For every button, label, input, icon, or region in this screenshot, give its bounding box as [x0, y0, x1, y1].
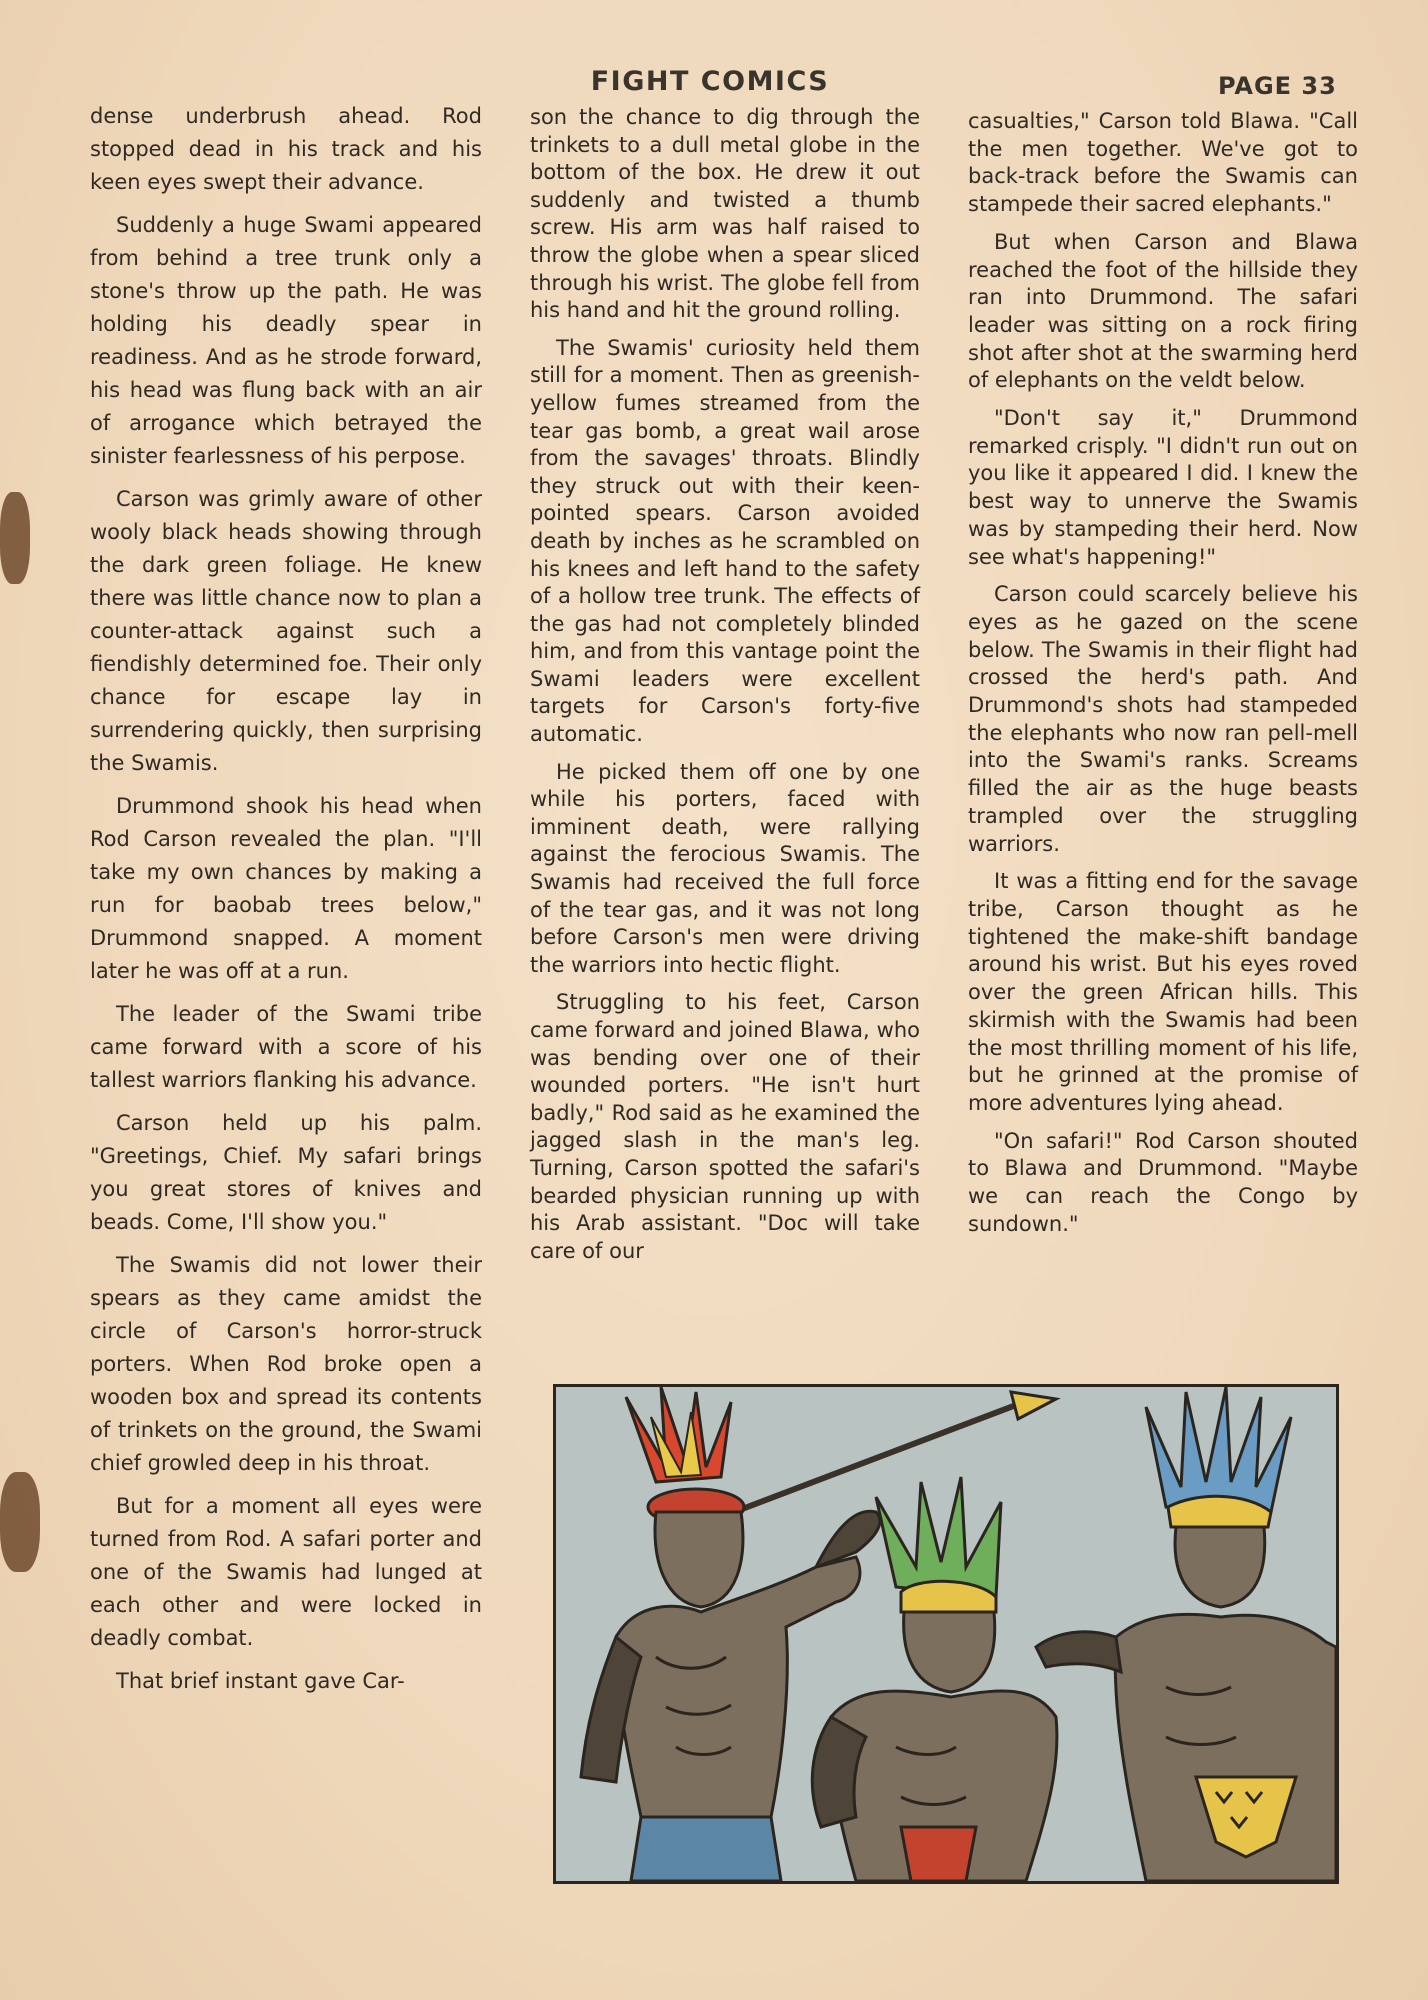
paragraph: Carson held up his palm. "Greetings, Chief. My safari brings you great stores of knives and beads. Come, I'll show you." — [90, 1111, 482, 1234]
paragraph: casualties," Carson told Blawa. "Call the men together. We've got to back-track before the Swamis can stampede their sacred elephants." — [968, 109, 1358, 217]
page-number: PAGE 33 — [1218, 72, 1337, 100]
text-column-2 — [530, 104, 920, 1275]
paragraph: Drummond shook his head when Rod Carson revealed the plan. "I'll take my own chances by making a run for baobab trees below," Drummond snapped. A moment later he was off at a run. — [90, 794, 482, 983]
paragraph: The leader of the Swami tribe came forward with a score of his tallest warriors flanking his advance. — [90, 1002, 482, 1092]
paragraph: The Swamis did not lower their spears as they came amidst the circle of Carson's horror-struck porters. When Rod broke open a wooden box and spread its contents of trinkets on the ground, the Swami chief growled deep in his throat. — [90, 1253, 482, 1475]
page-stain-top — [0, 492, 30, 584]
paragraph: "Don't say it," Drummond remarked crisply. "I didn't run out on you like it appeared I did. I knew the best way to unnerve the Swamis was by stampeding their herd. Now see what's happening!" — [968, 406, 1358, 569]
paragraph: dense underbrush ahead. Rod stopped dead in his track and his keen eyes swept their advance. — [90, 104, 482, 194]
paragraph: That brief instant gave Car- — [116, 1669, 405, 1693]
paragraph: Suddenly a huge Swami appeared from behind a tree trunk only a stone's throw up the path. He was holding his deadly spear in readiness. And as he strode forward, his head was flung back with an air of arrogance which betrayed the sinister fearlessness of his perpose. — [90, 213, 482, 468]
paragraph: Struggling to his feet, Carson came forward and joined Blawa, who was bending over one of their wounded porters. "He isn't hurt badly," Rod said as he examined the jagged slash in the man's leg. Turning, Carson spotted the safari's bearded physician running up with his Arab assistant. "Doc will take care of our — [530, 990, 920, 1263]
illustration-panel — [553, 1384, 1339, 1884]
paragraph: The Swamis' curiosity held them still for a moment. Then as greenish-yellow fumes streamed from the tear gas bomb, a great wail arose from the savages' throats. Blindly they struck out with their keen-pointed spears. Carson avoided death by inches as he scrambled on his knees and left hand to the safety of a hollow tree trunk. The effects of the gas had not completely blinded him, and from this vantage point the Swami leaders were excellent targets for Carson's forty-five automatic. — [530, 335, 920, 747]
paragraph: But for a moment all eyes were turned from Rod. A safari porter and one of the Swamis had lunged at each other and were locked in deadly combat. — [90, 1494, 482, 1650]
warriors-illustration — [556, 1387, 1336, 1881]
text-column-1 — [90, 100, 482, 1708]
magazine-title: FIGHT COMICS — [590, 66, 830, 97]
page-stain-bottom — [0, 1472, 40, 1572]
paragraph: He picked them off one by one while his porters, faced with imminent death, were rallying against the ferocious Swamis. The Swamis had received the full force of the tear gas, and it was not long before Carson's men were driving the warriors into hectic flight. — [530, 759, 920, 977]
paragraph: Carson could scarcely believe his eyes as he gazed on the scene below. The Swamis in their flight had crossed the herd's path. And Drummond's shots had stampeded the elephants who now ran pell-mell into the Swami's ranks. Screams filled the air as the huge beasts trampled over the struggling warriors. — [968, 582, 1358, 856]
paragraph: It was a fitting end for the savage tribe, Carson thought as he tightened the make-shift bandage around his wrist. But his eyes roved over the green African hills. This skirmish with the Swamis had been the most thrilling moment of his life, but he grinned at the promise of more adventures lying ahead. — [968, 869, 1358, 1115]
text-column-3 — [968, 108, 1358, 1248]
paragraph: Carson was grimly aware of other wooly black heads showing through the dark green foliage. He knew there was little chance now to plan a counter-attack against such a fiendishly determined foe. Their only chance for escape lay in surrendering quickly, then surprising the Swamis. — [90, 487, 482, 775]
paragraph: son the chance to dig through the trinkets to a dull metal globe in the bottom of the box. He drew it out suddenly and twisted a thumb screw. His arm was half raised to throw the globe when a spear sliced through his wrist. The globe fell from his hand and hit the ground rolling. — [530, 105, 920, 323]
paragraph: "On safari!" Rod Carson shouted to Blawa and Drummond. "Maybe we can reach the Congo by sundown." — [968, 1128, 1358, 1236]
paragraph: But when Carson and Blawa reached the foot of the hillside they ran into Drummond. The safari leader was sitting on a rock firing shot after shot at the swarming herd of elephants on the veldt below. — [968, 229, 1358, 393]
